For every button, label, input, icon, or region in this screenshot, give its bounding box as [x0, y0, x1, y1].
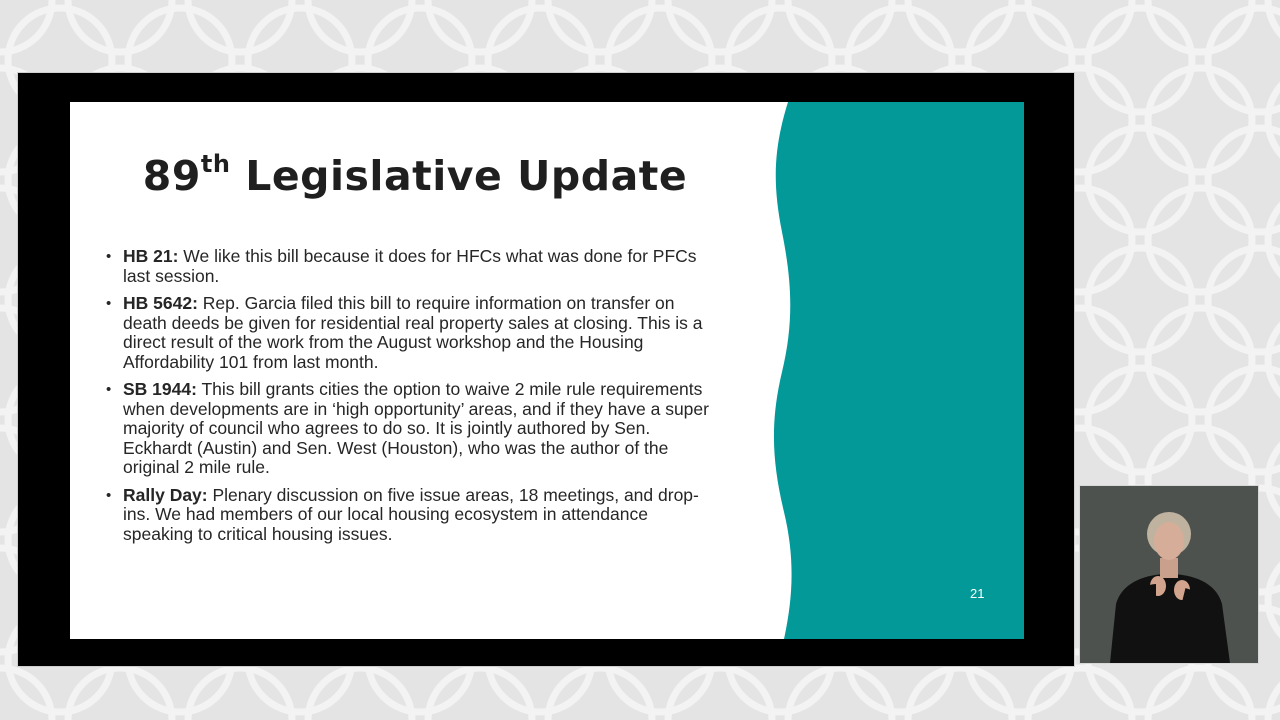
title-ordinal-suffix: th [200, 150, 231, 178]
teal-wave-panel [770, 102, 1024, 639]
slide [70, 102, 1024, 639]
bullet-item-sb1944 [106, 380, 716, 478]
bullet-text: Rep. Garcia filed this bill to require information on transfer on death deeds be given for residential real property sales at closing. This is a direct result of the work from the August workshop and the Housing Affordability 101 from last month. [123, 293, 703, 372]
slide-title [70, 152, 760, 200]
title-text: Legislative Update [230, 152, 688, 200]
presentation-frame [17, 72, 1075, 667]
bullet-dot: • [106, 248, 112, 265]
bullet-label: HB 21: [123, 246, 179, 266]
interpreter-figure [1080, 486, 1258, 663]
teal-wave-shape [774, 102, 1024, 639]
bullet-text: This bill grants cities the option to waive 2 mile rule requirements when developments are in ‘high opportunity’ areas, and if they have a super majority of council who agrees to do so. It is jointly authored by Sen. Eckhardt (Austin) and Sen. West (Houston), who was the author of the original 2 mile rule. [123, 379, 709, 477]
interpreter-video[interactable] [1079, 485, 1259, 664]
bullet-item-rally-day [106, 486, 716, 545]
bullet-text: Plenary discussion on five issue areas, 18 meetings, and drop-ins. We had members of our local housing ecosystem in attendance speaking to critical housing issues. [123, 484, 699, 544]
bullet-dot: • [106, 486, 112, 504]
slide-page-number: 21 [970, 586, 985, 601]
bullet-item-hb21 [106, 247, 716, 286]
bullet-label: Rally Day: [123, 484, 208, 505]
bullet-dot: • [106, 295, 112, 312]
bullet-label: HB 5642: [123, 293, 198, 313]
bullet-dot: • [106, 381, 112, 398]
bullet-item-hb5642 [106, 294, 716, 372]
title-number: 89 [142, 152, 201, 200]
bullet-label: SB 1944: [123, 379, 197, 399]
bullet-list [106, 247, 716, 552]
bullet-text: We like this bill because it does for HFCs what was done for PFCs last session. [123, 246, 697, 286]
